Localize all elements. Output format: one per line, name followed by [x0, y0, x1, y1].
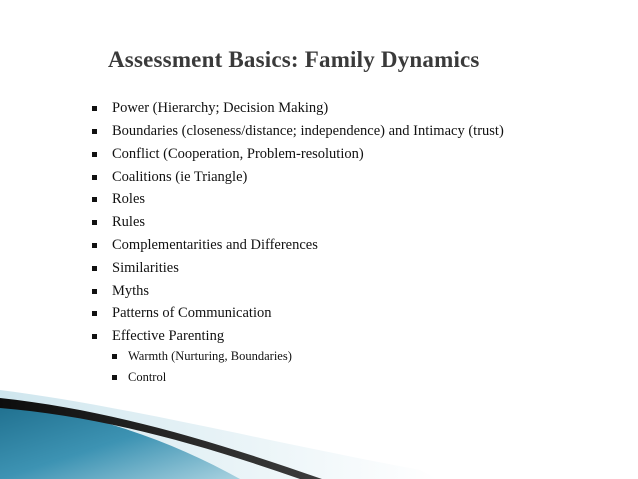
bullet-text: Complementarities and Differences [112, 237, 318, 253]
square-bullet-icon [92, 175, 97, 180]
bullet-text: Power (Hierarchy; Decision Making) [112, 100, 329, 116]
bullet-text: Roles [112, 191, 146, 207]
bullet-text: Myths [112, 283, 150, 299]
bullet-item [112, 329, 224, 344]
bullet-item [112, 101, 328, 116]
bullet-text: Patterns of Communication [112, 305, 272, 321]
sub-bullet-item [128, 371, 166, 384]
bullet-item [112, 306, 271, 321]
sub-bullet-text: Control [128, 370, 167, 384]
sub-bullet-text: Warmth (Nurturing, Boundaries) [128, 349, 292, 363]
bullet-item [112, 147, 364, 162]
square-bullet-icon [92, 197, 97, 202]
bullet-item [112, 124, 504, 139]
square-bullet-icon [112, 375, 117, 380]
square-bullet-icon [92, 266, 97, 271]
slide-title: Assessment Basics: Family Dynamics [108, 47, 480, 72]
square-bullet-icon [92, 106, 97, 111]
square-bullet-icon [92, 311, 97, 316]
square-bullet-icon [92, 129, 97, 134]
square-bullet-icon [92, 243, 97, 248]
bullet-text: Coalitions (ie Triangle) [112, 169, 248, 185]
square-bullet-icon [112, 354, 117, 359]
bullet-item [112, 238, 318, 253]
bullet-text: Effective Parenting [112, 328, 225, 344]
bullet-item [112, 215, 145, 230]
square-bullet-icon [92, 289, 97, 294]
square-bullet-icon [92, 220, 97, 225]
bullet-text: Rules [112, 214, 146, 230]
bullet-item [112, 170, 247, 185]
bullet-text: Similarities [112, 260, 179, 276]
sub-bullet-item [128, 350, 292, 363]
bullet-item [112, 284, 149, 299]
square-bullet-icon [92, 334, 97, 339]
bullet-item [112, 192, 145, 207]
square-bullet-icon [92, 152, 97, 157]
bullet-text: Conflict (Cooperation, Problem-resolution) [112, 146, 364, 162]
bullet-text: Boundaries (closeness/distance; independence) and Intimacy (trust) [112, 123, 504, 139]
bullet-item [112, 261, 179, 276]
